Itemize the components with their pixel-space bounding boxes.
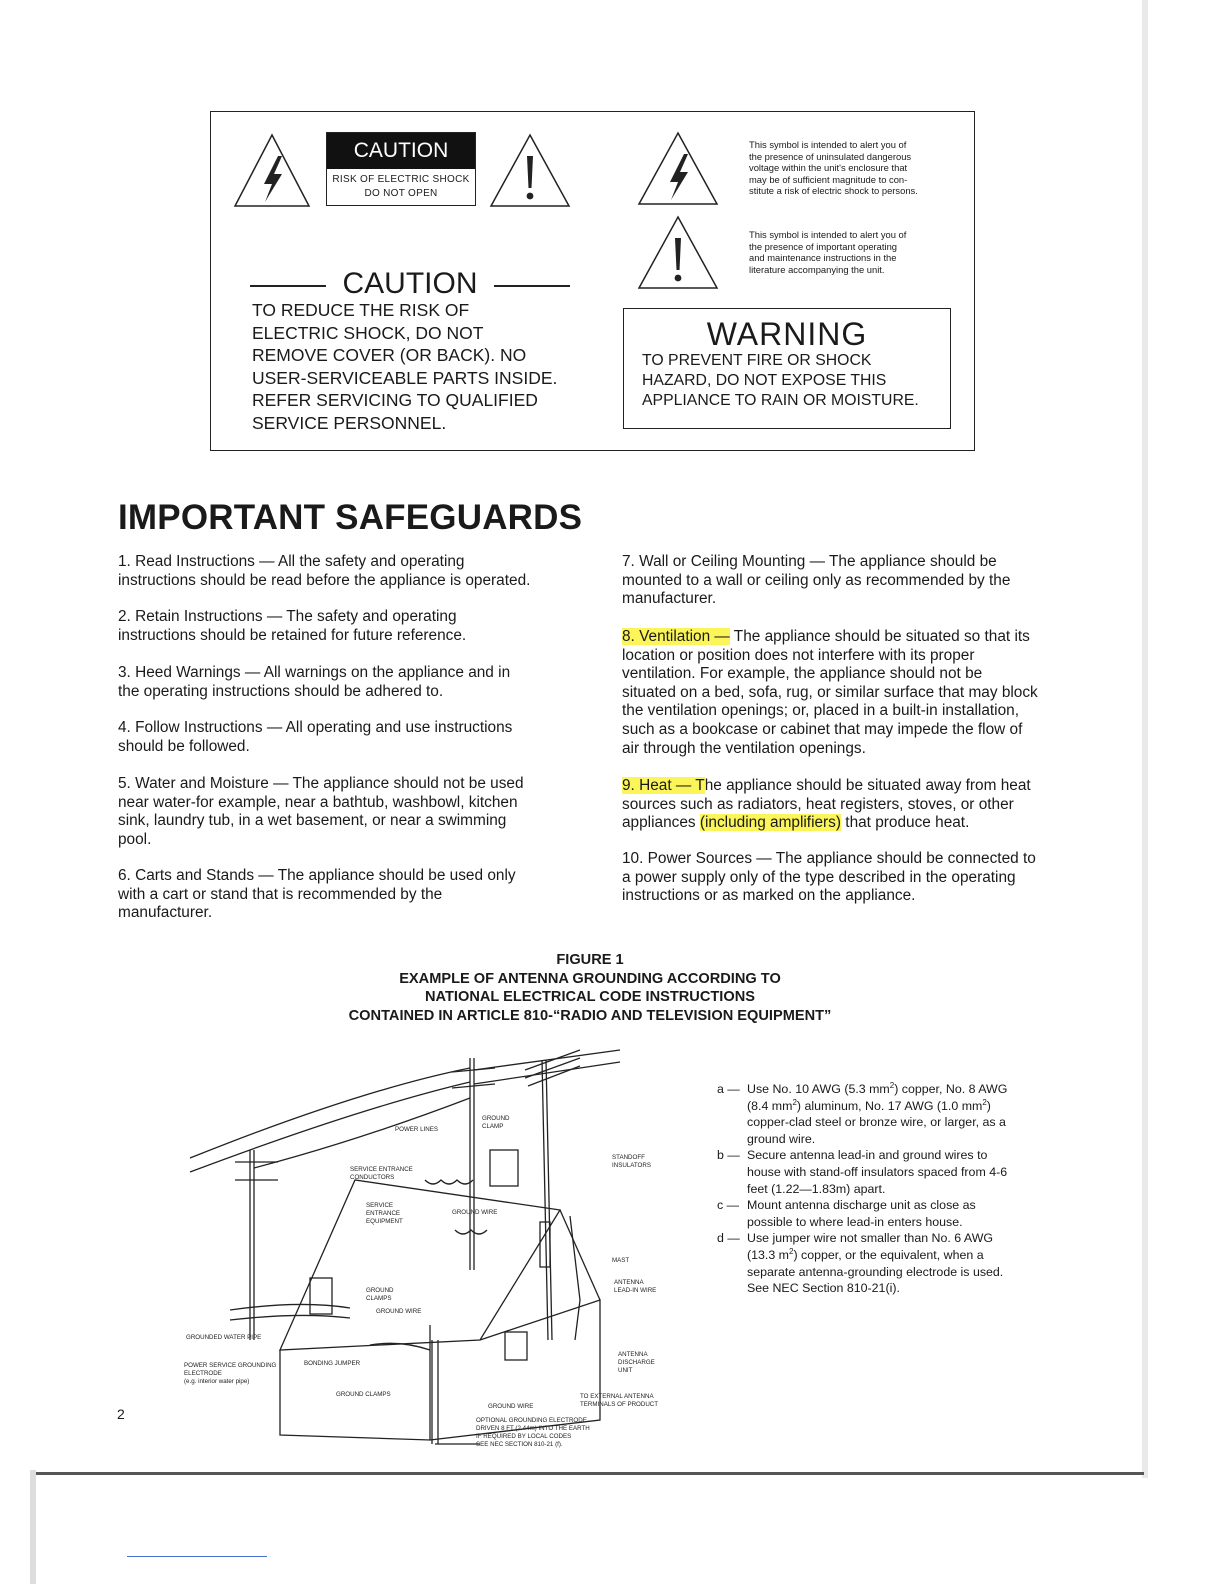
item-line: 5. Water and Moisture — The appliance should not be used [118, 775, 524, 792]
safeguard-item [118, 719, 568, 756]
heading-rule [494, 285, 570, 287]
item-line: 7. Wall or Ceiling Mounting — The appliance should be [622, 553, 997, 570]
description-line: the presence of uninsulated dangerous [749, 150, 912, 162]
description-line: voltage within the unit's enclosure that [749, 162, 908, 174]
item-line: sink, laundry tub, in a wet basement, or near a swimming [118, 812, 507, 830]
label-antenna-lead-in: LEAD-IN WIRE [614, 1287, 657, 1294]
warning-box [623, 308, 951, 429]
caution-line: REMOVE COVER (OR BACK). NO [252, 345, 527, 365]
item-line: he appliance should be situated away from heat [704, 777, 1031, 794]
warning-title: WARNING [706, 316, 868, 352]
shock-warning-icon [636, 130, 720, 206]
item-line: should be followed. [118, 737, 250, 755]
highlighted-text: 8. Ventilation — [622, 628, 730, 645]
note-letter: a — [717, 1082, 740, 1096]
page-edge-shadow [1142, 0, 1148, 1478]
item-line: with a cart or stand that is recommended by the [118, 885, 443, 903]
label-standoff-insulators: INSULATORS [612, 1162, 651, 1169]
antenna-grounding-diagram [180, 1040, 700, 1460]
item-line: near water-for example, near a bathtub, washbowl, kitchen [118, 793, 518, 811]
caution-label-title: CAUTION [327, 133, 475, 169]
description-line: This symbol is intended to alert you of [749, 229, 907, 240]
item-line: such as a bookcase or cabinet that may impede the flow of [622, 720, 1023, 738]
description-line: stitute a risk of electric shock to persons. [749, 185, 918, 197]
caution-heading-text: CAUTION [342, 267, 478, 300]
label-mast: MAST [612, 1257, 630, 1264]
item-line: 10. Power Sources — The appliance should be connected to [622, 850, 1036, 867]
safeguard-item [118, 608, 568, 645]
label-external-antenna-terminals: TERMINALS OF PRODUCT [580, 1401, 659, 1408]
nec-reference: See NEC Section 810-21(i). [747, 1281, 900, 1296]
safeguard-item [118, 664, 568, 701]
item-line: air through the ventilation openings. [622, 739, 866, 757]
item-line: 4. Follow Instructions — All operating and use instructions [118, 719, 513, 736]
description-line: the presence of important operating [749, 240, 898, 252]
label-optional-electrode: SEE NEC SECTION 810-21 (f). [476, 1441, 563, 1448]
item-line: The appliance should be situated so that its [729, 628, 1030, 645]
note-text: Use No. 10 AWG (5.3 $mm^2$) copper, No. 8 AWG (8.4 $mm^2$) aluminum, No. 17 AWG (1.0 $mm^2$) copper-clad steel or bronze wire, or larger, as a ground wire. [747, 1080, 1008, 1146]
scan-artifact-line [127, 1556, 267, 1557]
item-line: situated on a bed, sofa, rug, or similar surface that may block [622, 683, 1038, 701]
caption-line: EXAMPLE OF ANTENNA GROUNDING ACCORDING TO [399, 970, 781, 987]
item-line: that produce heat. [841, 814, 970, 832]
label-antenna-discharge-unit: ANTENNA [618, 1351, 648, 1358]
label-standoff-insulators: STANDOFF [612, 1154, 645, 1161]
caption-line: FIGURE 1 [556, 952, 624, 968]
note-item [717, 1081, 1017, 1147]
shock-warning-icon [232, 132, 312, 208]
item-line: ventilation. For example, the appliance should not be [622, 665, 983, 683]
label-power-service-electrode: POWER SERVICE GROUNDING [184, 1362, 277, 1369]
safeguard-item [622, 628, 1072, 758]
safeguard-item [622, 777, 1072, 833]
description-line: and maintenance instructions in the [749, 252, 897, 264]
page-title: IMPORTANT SAFEGUARDS [118, 498, 583, 537]
label-optional-electrode: IF REQUIRED BY LOCAL CODES [476, 1433, 572, 1440]
label-ground-clamps: GROUND CLAMPS [336, 1391, 391, 1398]
label-bonding-jumper: BONDING JUMPER [304, 1360, 361, 1367]
label-power-service-electrode: ELECTRODE [184, 1370, 222, 1377]
caution-label-line: DO NOT OPEN [364, 188, 438, 199]
item-line: a power supply only of the type described in the operating [622, 868, 1016, 886]
note-item [717, 1230, 1017, 1280]
item-line: appliances [622, 814, 700, 832]
item-line: 3. Heed Warnings — All warnings on the appliance and in [118, 664, 511, 681]
note-item [717, 1147, 1017, 1197]
maintenance-symbol-description [749, 229, 949, 275]
safeguard-item [118, 867, 568, 923]
note-text: Mount antenna discharge unit as close as possible to where lead-in enters house. [747, 1198, 976, 1229]
note-letter: d — [717, 1231, 740, 1246]
label-service-entrance-conductors: SERVICE ENTRANCE [350, 1166, 413, 1173]
note-text: Use jumper wire not smaller than No. 6 AWG (13.3 $m^2$) copper, or the equivalent, when a separate antenna-grounding electrode is used. [747, 1231, 1004, 1279]
caption-line: NATIONAL ELECTRICAL CODE INSTRUCTIONS [425, 989, 755, 1005]
label-power-service-electrode: (e.g. interior water pipe) [184, 1378, 250, 1385]
label-grounded-water-pipe: GROUNDED WATER PIPE [186, 1334, 262, 1341]
caution-line: SERVICE PERSONNEL. [252, 412, 447, 433]
caution-text [252, 299, 582, 434]
item-line: instructions or as marked on the appliance. [622, 887, 916, 905]
label-optional-electrode: DRIVEN 8 FT (2.44m) INTO THE EARTH [476, 1425, 590, 1432]
caution-label-line: RISK OF ELECTRIC SHOCK [332, 174, 470, 185]
heading-rule [250, 285, 326, 287]
label-service-entrance-equipment: ENTRANCE [366, 1210, 401, 1217]
label-ground-clamps: GROUND [366, 1287, 394, 1294]
figure-caption [290, 951, 890, 1025]
item-line: instructions should be read before the appliance is operated. [118, 571, 531, 589]
item-line: pool. [118, 830, 152, 848]
item-line: sources such as radiators, heat registers, stoves, or other [622, 795, 1014, 813]
label-antenna-lead-in: ANTENNA [614, 1279, 644, 1286]
label-optional-electrode: OPTIONAL GROUNDING ELECTRODE [476, 1417, 587, 1424]
page-number: 2 [117, 1406, 125, 1422]
caution-line: TO REDUCE THE RISK OF [252, 300, 470, 320]
label-service-entrance-conductors: CONDUCTORS [350, 1174, 395, 1181]
label-ground-clamps: CLAMPS [366, 1295, 392, 1302]
warning-line: HAZARD, DO NOT EXPOSE THIS [642, 372, 887, 389]
highlighted-text: 9. Heat — T [622, 777, 705, 794]
label-antenna-discharge-unit: DISCHARGE [618, 1359, 655, 1366]
item-line: instructions should be retained for future reference. [118, 626, 467, 644]
item-line: mounted to a wall or ceiling only as recommended by the [622, 571, 1011, 589]
item-line: 1. Read Instructions — All the safety and operating [118, 553, 465, 570]
caution-heading [250, 266, 570, 302]
safeguard-item [622, 850, 1072, 906]
label-antenna-discharge-unit: UNIT [618, 1367, 633, 1374]
item-line: location or position does not interfere with its proper [622, 646, 975, 664]
exclamation-warning-icon [488, 132, 572, 208]
caption-line: CONTAINED IN ARTICLE 810-“RADIO AND TELEVISION EQUIPMENT” [348, 1007, 832, 1024]
page-edge-shadow-left [30, 1470, 36, 1584]
caution-label [326, 132, 476, 206]
note-letter: c — [717, 1198, 740, 1213]
item-line: manufacturer. [622, 590, 717, 608]
label-ground-wire: GROUND WIRE [488, 1403, 534, 1410]
warning-text [642, 351, 942, 411]
item-line: 6. Carts and Stands — The appliance should be used only [118, 867, 516, 884]
caution-line: ELECTRIC SHOCK, DO NOT [252, 322, 484, 343]
safeguard-item [622, 553, 1072, 609]
label-ground-wire: GROUND WIRE [376, 1308, 422, 1315]
page-edge-line [36, 1472, 1144, 1475]
description-line: This symbol is intended to alert you of [749, 139, 907, 150]
item-line: manufacturer. [118, 904, 213, 922]
caution-line: USER-SERVICEABLE PARTS INSIDE. [252, 367, 558, 388]
label-service-entrance-equipment: EQUIPMENT [366, 1218, 403, 1225]
label-ground-clamp: GROUND [482, 1115, 510, 1122]
description-line: may be of sufficient magnitude to con- [749, 173, 908, 185]
safeguard-item [118, 553, 568, 590]
item-line: the operating instructions should be adhered to. [118, 682, 444, 700]
note-letter: b — [717, 1148, 740, 1163]
diagram-drawing [190, 1050, 620, 1444]
label-service-entrance-equipment: SERVICE [366, 1202, 394, 1209]
highlighted-text: (including amplifiers) [699, 814, 842, 832]
label-ground-wire: GROUND WIRE [452, 1209, 498, 1216]
note-text: Secure antenna lead-in and ground wires to house with stand-off insulators spaced from 4-6 feet (1.22—1.83m) apart. [747, 1148, 1008, 1196]
caution-line: REFER SERVICING TO QUALIFIED [252, 390, 538, 410]
item-line: 2. Retain Instructions — The safety and operating [118, 608, 457, 625]
label-external-antenna-terminals: TO EXTERNAL ANTENNA [580, 1393, 654, 1400]
item-line: the ventilation openings; or, placed in a built-in installation, [622, 702, 1019, 720]
warning-line: TO PREVENT FIRE OR SHOCK [642, 352, 872, 369]
voltage-symbol-description [749, 139, 949, 197]
note-item [717, 1197, 1017, 1230]
label-power-lines: POWER LINES [395, 1126, 438, 1133]
exclamation-warning-icon [636, 214, 720, 290]
safeguard-item [118, 775, 568, 849]
figure-notes [717, 1081, 1017, 1297]
warning-line: APPLIANCE TO RAIN OR MOISTURE. [642, 392, 919, 409]
label-ground-clamp: CLAMP [482, 1123, 504, 1130]
description-line: literature accompanying the unit. [749, 263, 885, 275]
